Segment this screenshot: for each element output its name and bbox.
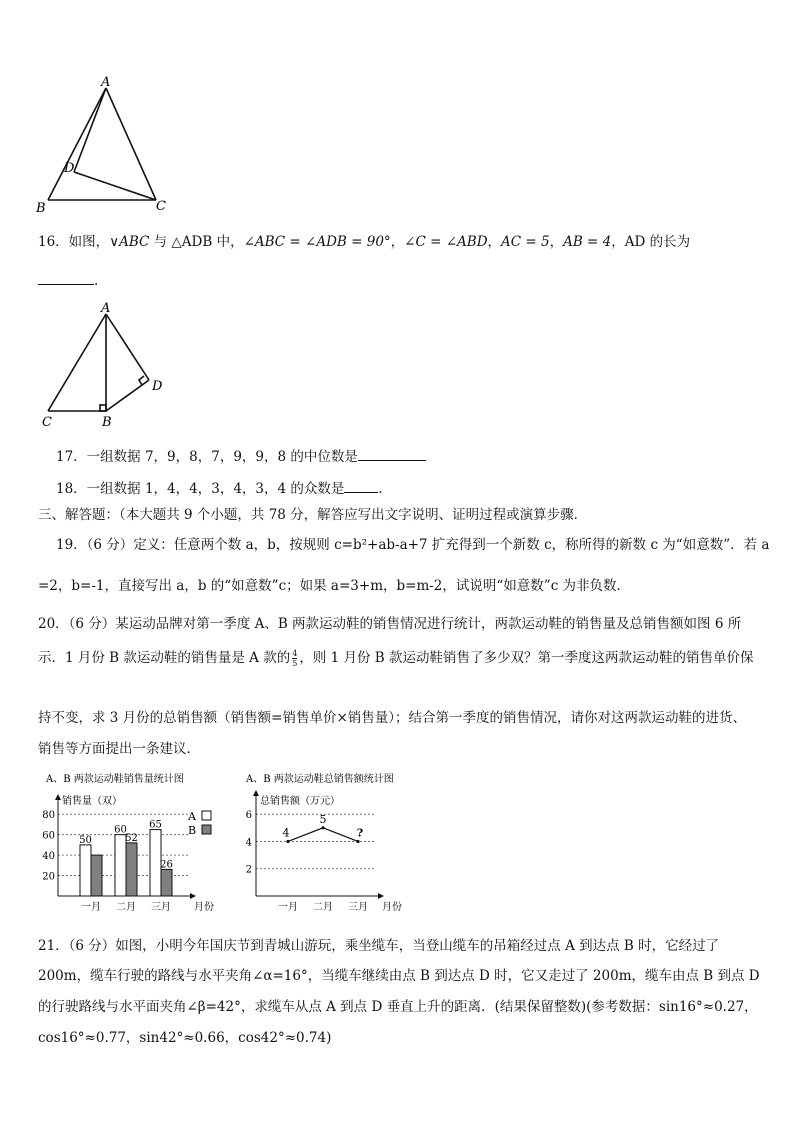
q16-ab: AB = 4: [563, 234, 612, 250]
vertex-label-d: D: [64, 161, 75, 176]
bar-b: [126, 843, 137, 896]
q16-sep: ，: [549, 234, 564, 250]
x-tick-label: 一月: [81, 902, 101, 913]
bar-a: [115, 835, 126, 896]
data-label: 50: [79, 834, 92, 846]
q21-line-1: 21．（6 分）如图，小明今年国庆节到青城山游玩，乘坐缆车，当登山缆车的吊箱经过点 A 到达点 B 时，它经过了: [38, 938, 720, 954]
q18-text: 18．一组数据 1，4，4，3，4，3，4 的众数是: [56, 481, 345, 497]
q16-angle-c: ∠C = ∠ABD: [404, 234, 488, 250]
figure-triangle-abc-with-d: [30, 76, 180, 221]
answer-blank[interactable]: [358, 446, 426, 461]
bar-b: [161, 869, 172, 896]
data-point: [356, 840, 359, 843]
data-label: 60: [114, 824, 127, 836]
vertex-label-c: C: [156, 199, 166, 214]
q20-line-2b: ，则 1 月份 B 款运动鞋销售了多少双？第一季度这两款运动鞋的销售单价保: [299, 650, 754, 666]
section-heading: 三、解答题：（本大题共 9 个小题，共 78 分，解答应写出文字说明、证明过程或演算步骤．: [38, 507, 588, 523]
x-axis-label: 月份: [382, 902, 402, 913]
q16-mid: 与 △ADB 中，: [149, 234, 244, 250]
y-axis-label: 总销售额（万元）: [260, 796, 340, 807]
q17-text: 17．一组数据 7，9，8，7，9，9，8 的中位数是: [56, 449, 358, 465]
q21-line-4: cos16°≈0.77，sin42°≈0.66，cos42°≈0.74): [38, 1030, 332, 1046]
q20-line-4: 销售等方面提出一条建议．: [38, 741, 200, 757]
q21-line-2: 200m，缆车行驶的路线与水平夹角∠α=16°，当缆车继续由点 B 到达点 D 时，它又走过了 200m，缆车由点 B 到点 D: [38, 968, 760, 984]
answer-blank[interactable]: [344, 478, 378, 493]
vertex-label-c: C: [42, 415, 52, 430]
y-tick-label: 40: [42, 851, 55, 863]
sales-volume-bar-chart: [38, 770, 238, 918]
x-tick-label: 三月: [348, 902, 368, 913]
chart-title: A、B 两款运动鞋总销售额统计图: [246, 774, 394, 785]
y-tick-label: 2: [245, 864, 252, 876]
data-label: 52: [125, 832, 138, 844]
series-line: [288, 828, 358, 842]
chart-title: A、B 两款运动鞋销售量统计图: [46, 774, 184, 785]
question-16: [38, 232, 690, 252]
data-label: 5: [319, 812, 327, 826]
x-tick-label: 二月: [313, 902, 333, 913]
q21-line-3: 的行驶路线与水平面夹角∠β=42°，求缆车从点 A 到点 D 垂直上升的距离．(结果保留整数)(参考数据：sin16°≈0.27，: [38, 999, 758, 1015]
q19-line-2: =2，b=-1，直接写出 a，b 的“如意数”c；如果 a=3+m，b=m-2，试说明“如意数”c 为非负数．: [38, 578, 631, 594]
y-tick-label: 6: [245, 810, 252, 822]
vertex-label-d: D: [152, 379, 163, 394]
total-sales-line-chart: [240, 770, 410, 918]
y-tick-label: 4: [245, 837, 252, 849]
fraction-numerator: 4: [292, 649, 298, 658]
question-18: [56, 478, 383, 499]
x-axis-arrow: [378, 893, 384, 899]
q16-tail: ，AD 的长为: [611, 234, 691, 250]
q18-end: .: [378, 481, 383, 497]
answer-blank[interactable]: [38, 270, 94, 285]
bar-a: [80, 845, 91, 896]
fraction-denominator: 5: [292, 659, 298, 668]
q16-ac: AC = 5: [501, 234, 550, 250]
legend-label: B: [188, 824, 197, 837]
q16-answer-line: [38, 270, 98, 291]
x-axis-label: 月份: [194, 902, 214, 913]
q16-sep: ，: [487, 234, 502, 250]
y-axis-arrow: [55, 794, 61, 800]
q16-end: .: [94, 273, 99, 289]
q20-line-2: [38, 648, 754, 668]
vertex-label-a: A: [101, 301, 111, 316]
x-tick-label: 三月: [151, 902, 171, 913]
y-axis-label: 销售量（双）: [62, 796, 122, 807]
q16-triangle-abc: ∨ABC: [109, 234, 150, 250]
question-17: [56, 446, 426, 467]
data-point: [321, 826, 324, 829]
data-label: 65: [149, 819, 162, 831]
q16-angles: ∠ABC = ∠ADB = 90°: [243, 234, 391, 250]
fraction: [292, 649, 297, 668]
x-tick-label: 二月: [116, 902, 136, 913]
x-tick-label: 一月: [278, 902, 298, 913]
legend-label: A: [188, 810, 196, 823]
vertex-label-a: A: [101, 76, 111, 90]
legend-swatch: [202, 825, 211, 834]
y-axis-arrow: [253, 790, 259, 796]
y-tick-label: 20: [42, 871, 55, 883]
vertex-label-b: B: [102, 415, 112, 430]
q16-sep: ，: [390, 234, 405, 250]
q20-line-2a: 示．1 月份 B 款运动鞋的销售量是 A 款的: [38, 650, 291, 666]
y-tick-label: 60: [42, 830, 55, 842]
q20-line-3: 持不变，求 3 月份的总销售额（销售额=销售单价×销售量）；结合第一季度的销售情况，请你对这两款运动鞋的进货、: [38, 710, 747, 726]
data-label: 4: [282, 826, 290, 840]
data-point: [286, 840, 289, 843]
y-tick-label: 80: [42, 810, 55, 822]
x-axis-arrow: [190, 893, 196, 899]
data-label: ?: [356, 826, 364, 840]
vertex-label-b: B: [36, 201, 46, 216]
q19-line-1: 19．（6 分）定义：任意两个数 a，b，按规则 c=b²+ab-a+7 扩充得到一个新数 c，称所得的新数 c 为“如意数”．若 a: [56, 537, 770, 553]
q16-number: 16．如图，: [38, 234, 110, 250]
q20-line-1: 20．（6 分）某运动品牌对第一季度 A、B 两款运动鞋的销售情况进行统计，两款运动鞋的销售量及总销售额如图 6 所: [38, 616, 742, 632]
figure-triangle-acbd: [36, 300, 176, 432]
data-label: 26: [160, 859, 173, 871]
legend-swatch: [202, 811, 211, 820]
bar-b: [91, 855, 102, 896]
